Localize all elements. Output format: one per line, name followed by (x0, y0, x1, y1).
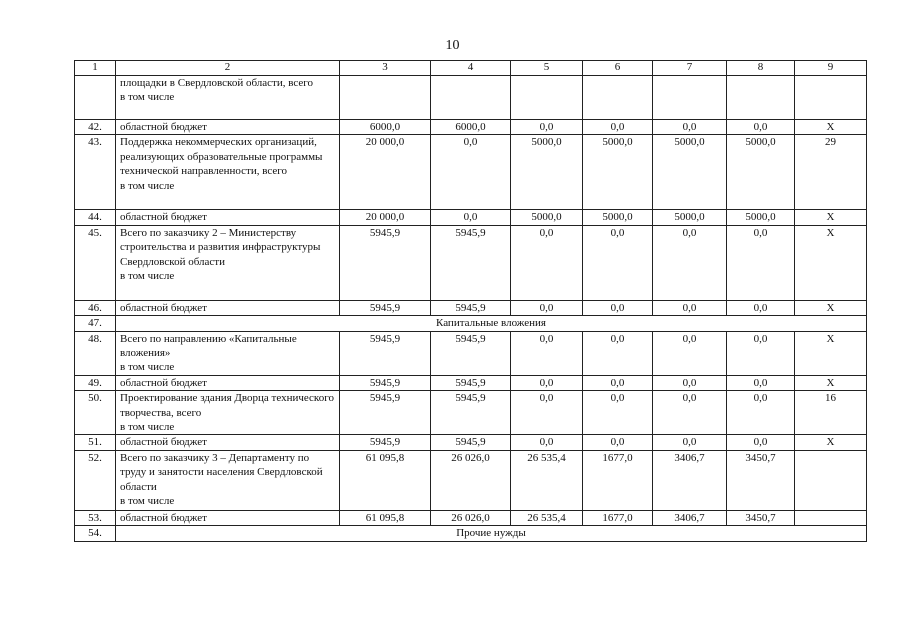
value-cell-c5: 26 535,4 (511, 450, 583, 510)
table-row (75, 526, 867, 542)
value-cell-c6: 1677,0 (583, 510, 653, 525)
value-cell-c6 (583, 76, 653, 120)
table-row (75, 450, 867, 510)
row-number: 48. (75, 331, 116, 375)
row-number: 47. (75, 316, 116, 331)
page-number: 10 (445, 38, 460, 53)
header-cell: 4 (431, 61, 511, 76)
table-row (75, 225, 867, 300)
row-number: 53. (75, 510, 116, 525)
table-row (75, 435, 867, 450)
row-description: областной бюджет (116, 435, 340, 450)
header-cell: 2 (116, 61, 340, 76)
table-row (75, 135, 867, 210)
value-cell-c4: 5945,9 (431, 331, 511, 375)
value-cell-c6: 0,0 (583, 331, 653, 375)
row-number: 44. (75, 210, 116, 225)
value-cell-c5: 0,0 (511, 225, 583, 300)
value-cell-c7: 0,0 (653, 375, 727, 390)
value-cell-c6: 5000,0 (583, 210, 653, 225)
row-description: областной бюджет (116, 375, 340, 390)
value-cell-c8: 5000,0 (727, 135, 795, 210)
table-row (75, 76, 867, 120)
header-cell: 3 (340, 61, 431, 76)
value-cell-c5: 0,0 (511, 375, 583, 390)
value-cell-c8: 3450,7 (727, 510, 795, 525)
value-cell-c3: 5945,9 (340, 435, 431, 450)
header-cell: 9 (795, 61, 867, 76)
value-cell-c3 (340, 76, 431, 120)
value-cell-c6: 0,0 (583, 391, 653, 435)
value-cell-c9: Х (795, 210, 867, 225)
value-cell-c3: 5945,9 (340, 375, 431, 390)
section-heading: Капитальные вложения (116, 316, 867, 331)
value-cell-c3: 20 000,0 (340, 135, 431, 210)
value-cell-c5: 0,0 (511, 300, 583, 315)
value-cell-c7 (653, 76, 727, 120)
value-cell-c3: 6000,0 (340, 120, 431, 135)
value-cell-c9: Х (795, 375, 867, 390)
value-cell-c5: 5000,0 (511, 210, 583, 225)
row-number: 45. (75, 225, 116, 300)
value-cell-c9 (795, 510, 867, 525)
value-cell-c3: 61 095,8 (340, 450, 431, 510)
value-cell-c6: 0,0 (583, 435, 653, 450)
value-cell-c6: 1677,0 (583, 450, 653, 510)
value-cell-c5: 5000,0 (511, 135, 583, 210)
row-description: Всего по направлению «Капитальные вложения» в том числе (116, 331, 340, 375)
header-cell: 7 (653, 61, 727, 76)
header-cell: 1 (75, 61, 116, 76)
value-cell-c8: 0,0 (727, 375, 795, 390)
value-cell-c9: 16 (795, 391, 867, 435)
value-cell-c8: 0,0 (727, 331, 795, 375)
value-cell-c6: 0,0 (583, 225, 653, 300)
row-description: областной бюджет (116, 120, 340, 135)
row-number: 51. (75, 435, 116, 450)
row-number: 43. (75, 135, 116, 210)
row-description: Поддержка некоммерческих организаций, реализующих образовательные программы технической направленности, всего в том числе (116, 135, 340, 210)
header-cell: 8 (727, 61, 795, 76)
value-cell-c9: Х (795, 120, 867, 135)
header-cell: 5 (511, 61, 583, 76)
value-cell-c3: 61 095,8 (340, 510, 431, 525)
value-cell-c4: 26 026,0 (431, 450, 511, 510)
value-cell-c7: 0,0 (653, 435, 727, 450)
value-cell-c4: 5945,9 (431, 300, 511, 315)
value-cell-c3: 5945,9 (340, 391, 431, 435)
value-cell-c7: 3406,7 (653, 510, 727, 525)
value-cell-c5: 0,0 (511, 391, 583, 435)
value-cell-c7: 5000,0 (653, 210, 727, 225)
value-cell-c3: 5945,9 (340, 331, 431, 375)
row-number: 50. (75, 391, 116, 435)
value-cell-c4: 5945,9 (431, 435, 511, 450)
value-cell-c4: 0,0 (431, 210, 511, 225)
value-cell-c4: 5945,9 (431, 375, 511, 390)
value-cell-c7: 5000,0 (653, 135, 727, 210)
value-cell-c5: 0,0 (511, 120, 583, 135)
table-row (75, 210, 867, 225)
row-description: Проектирование здания Дворца технического творчества, всего в том числе (116, 391, 340, 435)
value-cell-c8: 0,0 (727, 391, 795, 435)
table-row (75, 300, 867, 315)
table-row (75, 120, 867, 135)
value-cell-c8: 5000,0 (727, 210, 795, 225)
value-cell-c6: 0,0 (583, 120, 653, 135)
value-cell-c7: 0,0 (653, 391, 727, 435)
row-number: 49. (75, 375, 116, 390)
value-cell-c4: 26 026,0 (431, 510, 511, 525)
row-description: областной бюджет (116, 510, 340, 525)
section-heading: Прочие нужды (116, 526, 867, 542)
row-number: 46. (75, 300, 116, 315)
value-cell-c9: 29 (795, 135, 867, 210)
value-cell-c7: 0,0 (653, 331, 727, 375)
value-cell-c7: 3406,7 (653, 450, 727, 510)
value-cell-c4 (431, 76, 511, 120)
header-row (75, 61, 867, 76)
value-cell-c3: 20 000,0 (340, 210, 431, 225)
row-description: площадки в Свердловской области, всего в том числе (116, 76, 340, 120)
row-description: Всего по заказчику 3 – Департаменту по труду и занятости населения Свердловской области в том числе (116, 450, 340, 510)
header-cell: 6 (583, 61, 653, 76)
value-cell-c8: 0,0 (727, 435, 795, 450)
row-description: областной бюджет (116, 300, 340, 315)
table-row (75, 316, 867, 331)
value-cell-c7: 0,0 (653, 225, 727, 300)
table-row (75, 331, 867, 375)
value-cell-c5 (511, 76, 583, 120)
value-cell-c8: 3450,7 (727, 450, 795, 510)
value-cell-c8: 0,0 (727, 225, 795, 300)
value-cell-c6: 0,0 (583, 375, 653, 390)
value-cell-c4: 5945,9 (431, 225, 511, 300)
value-cell-c7: 0,0 (653, 120, 727, 135)
value-cell-c5: 0,0 (511, 435, 583, 450)
row-number: 52. (75, 450, 116, 510)
value-cell-c9 (795, 76, 867, 120)
value-cell-c4: 0,0 (431, 135, 511, 210)
value-cell-c6: 5000,0 (583, 135, 653, 210)
row-description: Всего по заказчику 2 – Министерству строительства и развития инфраструктуры Свердловской области в том числе (116, 225, 340, 300)
value-cell-c8 (727, 76, 795, 120)
value-cell-c6: 0,0 (583, 300, 653, 315)
value-cell-c9: Х (795, 435, 867, 450)
row-number (75, 76, 116, 120)
value-cell-c9: Х (795, 300, 867, 315)
table-body (75, 61, 867, 542)
row-description: областной бюджет (116, 210, 340, 225)
value-cell-c8: 0,0 (727, 120, 795, 135)
value-cell-c7: 0,0 (653, 300, 727, 315)
value-cell-c5: 0,0 (511, 331, 583, 375)
budget-table (74, 60, 867, 542)
value-cell-c3: 5945,9 (340, 225, 431, 300)
value-cell-c4: 5945,9 (431, 391, 511, 435)
row-number: 54. (75, 526, 116, 542)
value-cell-c4: 6000,0 (431, 120, 511, 135)
value-cell-c5: 26 535,4 (511, 510, 583, 525)
value-cell-c9: Х (795, 225, 867, 300)
value-cell-c3: 5945,9 (340, 300, 431, 315)
value-cell-c9 (795, 450, 867, 510)
table-row (75, 510, 867, 525)
value-cell-c8: 0,0 (727, 300, 795, 315)
table-row (75, 391, 867, 435)
table-row (75, 375, 867, 390)
row-number: 42. (75, 120, 116, 135)
value-cell-c9: Х (795, 331, 867, 375)
